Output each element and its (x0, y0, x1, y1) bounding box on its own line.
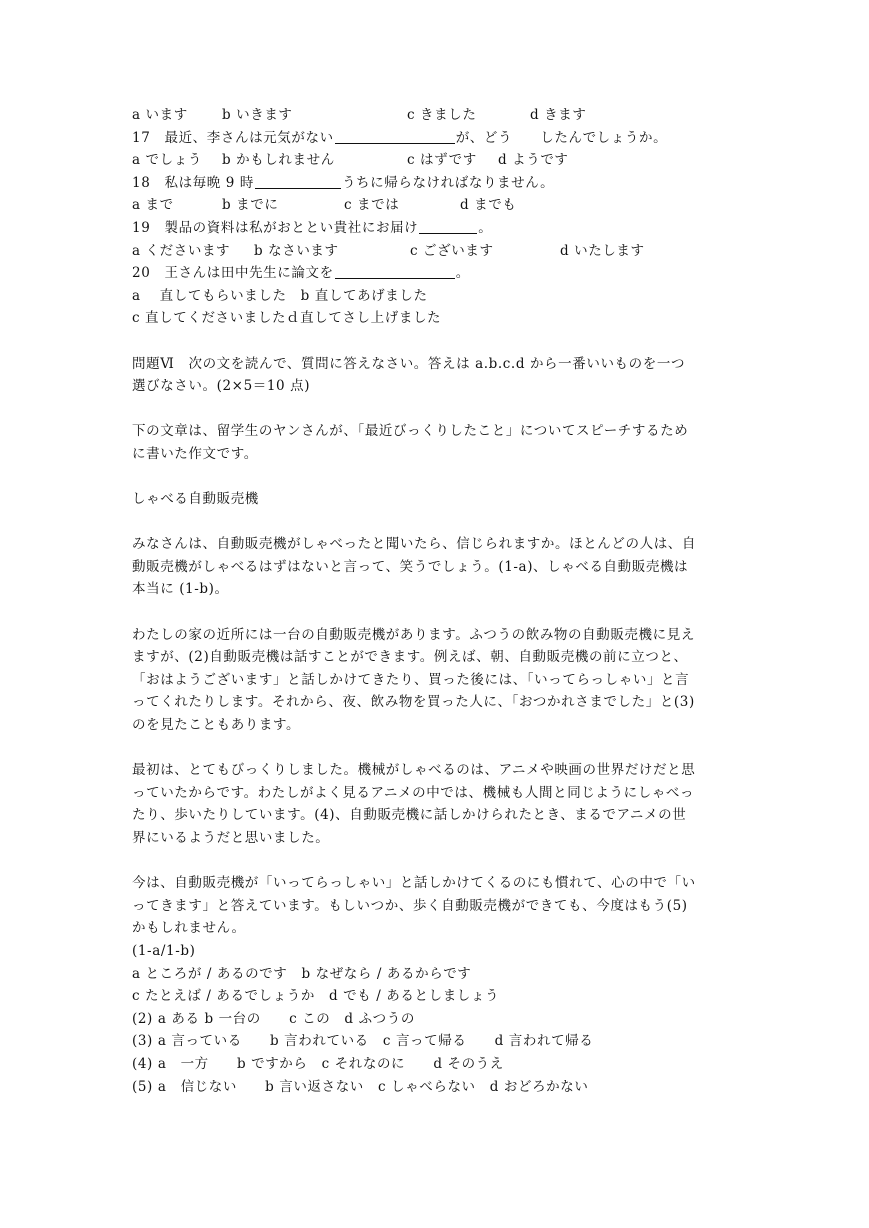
question-text: 17 最近、李さんは元気がない (132, 129, 334, 146)
paragraph-line: っていたからです。わたしがよく見るアニメの中では、機械も人間と同じようにしゃべっ (132, 784, 695, 801)
paragraph-line: 最初は、とてもびっくりしました。機械がしゃべるのは、アニメや映画の世界だけだと思 (132, 762, 696, 779)
question-17 (132, 127, 742, 150)
question-19 (132, 217, 742, 240)
paragraph-line: 今は、自動販売機が「いってらっしゃい」と話しかけてくるのにも慣れて、心の中で「い (132, 875, 696, 892)
answer-blank (335, 128, 455, 144)
question-text: 18 私は毎晩 9 時 (132, 174, 254, 191)
essay-paragraph-2 (132, 624, 742, 737)
question-text: 19 製品の資料は私がおととい貴社にお届け (132, 219, 419, 236)
question-5-options: (5) a 信じない b 言い返さない c しゃべらない d おどろかない (132, 1078, 589, 1095)
paragraph-line: のを見たこともあります。 (132, 717, 301, 734)
option-b: b なさいます (254, 242, 339, 259)
answer-options (132, 940, 742, 1098)
question-2-options: (2) a ある b 一台の c この d ふつうの (132, 1010, 415, 1027)
essay-paragraph-4 (132, 872, 742, 940)
option-c: c きました (407, 107, 477, 123)
question-text: 20 王さんは田中先生に論文を (132, 265, 334, 282)
paragraph-line: 本当に (1-b)。 (132, 581, 229, 598)
question-1-label: (1-a/1-b) (132, 942, 196, 959)
question-text-end: 。 (478, 219, 493, 236)
question-3-options: (3) a 言っている b 言われている c 言って帰る d 言われて帰る (132, 1033, 594, 1050)
option-a: a でしょう (132, 152, 202, 169)
q19-options (132, 240, 742, 263)
document-page (132, 104, 742, 1098)
paragraph-line: わたしの家の近所には一台の自動販売機があります。ふつうの飲み物の自動販売機に見え (132, 626, 695, 643)
question-4-options: (4) a 一方 b ですから c それなのに d そのうえ (132, 1055, 504, 1072)
paragraph-line: 界にいるようだと思いました。 (132, 830, 330, 846)
essay-paragraph-1 (132, 533, 742, 601)
option-b: b いきます (222, 107, 293, 123)
question-20 (132, 262, 742, 285)
option-d: d までも (460, 197, 517, 214)
option-d: d ようです (498, 152, 569, 169)
q20-options-line2: c 直してくださいましたｄ直してさし上げました (132, 310, 442, 327)
q16-options (132, 104, 742, 127)
intro-text: 下の文章は、留学生のヤンさんが、「最近びっくりしたこと」についてスピーチするため (132, 423, 689, 440)
answer-blank (335, 263, 455, 279)
option-b: b かもしれません (222, 152, 335, 169)
paragraph-line: たり、歩いたりしています。(4)、自動販売機に話しかけられたとき、まるでアニメの世 (132, 807, 687, 824)
answer-blank (419, 218, 477, 234)
option-a: a まで (132, 197, 174, 214)
paragraph-line: かもしれません。 (132, 920, 246, 937)
paragraph-line: ますが、(2)自動販売機は話すことができます。例えば、朝、自動販売機の前に立つと、 (132, 649, 688, 666)
q17-options (132, 149, 742, 172)
section-6-heading: 問題Ⅵ 次の文を読んで、質問に答えなさい。答えは a.b.c.d から一番いいものを一つ (132, 355, 686, 372)
question-text-end: うちに帰らなければなりません。 (341, 174, 555, 191)
option-c: c ございます (410, 242, 494, 259)
question-18 (132, 172, 742, 195)
option-a: a います (132, 107, 188, 123)
question-text-end: 。 (455, 265, 470, 282)
paragraph-line: みなさんは、自動販売機がしゃべったと聞いたら、信じられますか。ほとんどの人は、自 (132, 536, 696, 553)
option-d: d きます (530, 107, 587, 123)
paragraph-line: ってくれたりします。それから、夜、飲み物を買った人に、「おつかれさまでした」と(3) (132, 694, 695, 711)
section-6-heading-cont: 選びなさい。(2×5＝10 点) (132, 378, 311, 395)
paragraph-line: ってきます」と答えています。もしいつか、歩く自動販売機ができても、今度はもう(5) (132, 897, 688, 914)
question-text-end: が、どう したんでしょうか。 (455, 129, 668, 146)
option-c: c までは (344, 197, 400, 214)
option-a: a くださいます (132, 242, 231, 259)
paragraph-line: 「おはようございます」と話しかけてきたり、買った後には、「いってらっしゃい」と言 (132, 671, 690, 688)
question-1-options-cont: c たとえば / あるでしょうか d でも / あるとしましょう (132, 988, 500, 1005)
answer-blank (255, 173, 341, 189)
option-b: b までに (222, 197, 279, 214)
option-c: c はずです (407, 152, 477, 169)
question-1-options: a ところが / あるのです b なぜなら / あるからです (132, 965, 472, 982)
q20-options-line1: a 直してもらいました b 直してあげました (132, 287, 428, 304)
paragraph-line: 動販売機がしゃべるはずはないと言って、笑うでしょう。(1-a)、しゃべる自動販売機は (132, 558, 689, 575)
intro-text-cont: に書いた作文です。 (132, 445, 258, 462)
q18-options (132, 194, 742, 217)
option-d: d いたします (560, 242, 645, 259)
essay-title: しゃべる自動販売機 (132, 491, 259, 508)
essay-paragraph-3 (132, 759, 742, 849)
